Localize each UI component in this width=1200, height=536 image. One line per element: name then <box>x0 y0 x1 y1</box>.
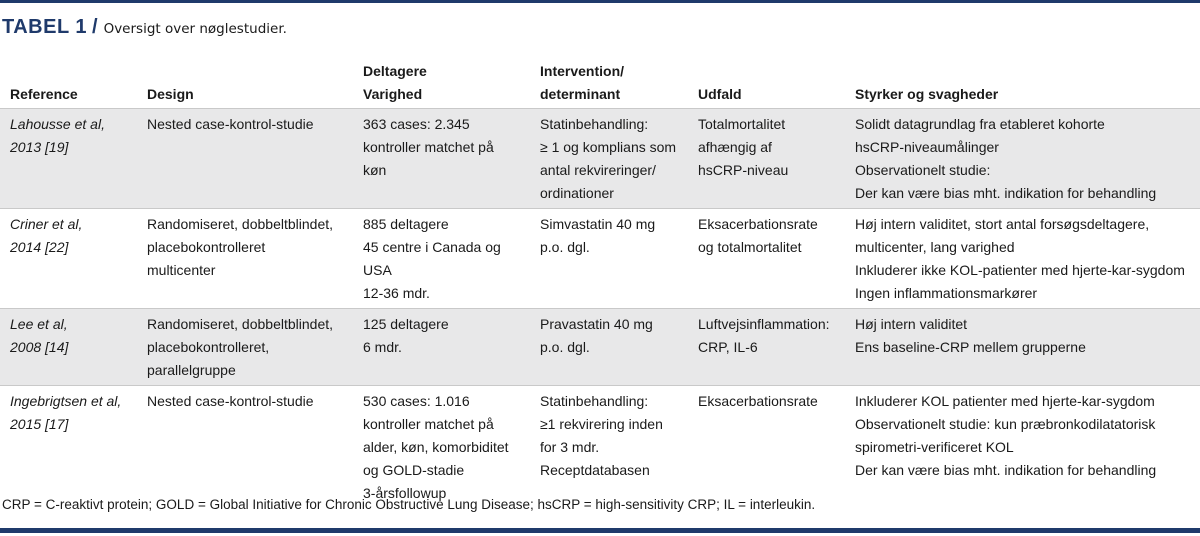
cell-line: Lahousse et al, <box>10 116 105 132</box>
cell-strengths <box>845 209 1200 309</box>
header-line: Design <box>147 86 194 102</box>
cell-line: Statinbehandling: <box>540 393 649 409</box>
cell-line: 2008 [14] <box>10 339 69 355</box>
cell-line: Ingen inflammationsmarkører <box>855 285 1038 301</box>
header-line: Styrker og svagheder <box>855 86 999 102</box>
cell-line: Høj intern validitet, stort antal forsøgsdeltagere, <box>855 216 1150 232</box>
cell-reference <box>0 109 137 209</box>
cell-line: alder, køn, komorbiditet <box>363 439 509 455</box>
cell-line: Pravastatin 40 mg <box>540 316 653 332</box>
cell-line: p.o. dgl. <box>540 239 590 255</box>
header-line: Udfald <box>698 86 742 102</box>
cell-intervention <box>530 386 688 509</box>
table-footnote: CRP = C-reaktivt protein; GOLD = Global Initiative for Chronic Obstructive Lung Disease; hsCRP = high-sensitivity CRP; IL = interleukin. <box>2 497 816 512</box>
cell-line: Eksacerbationsrate <box>698 393 818 409</box>
cell-line: Criner et al, <box>10 216 83 232</box>
cell-line: Høj intern validitet <box>855 316 968 332</box>
cell-line: multicenter <box>147 262 216 278</box>
cell-line: Ens baseline-CRP mellem grupperne <box>855 339 1086 355</box>
cell-design <box>137 309 353 386</box>
cell-line: Inkluderer ikke KOL-patienter med hjerte-kar-sygdom <box>855 262 1185 278</box>
cell-line: Der kan være bias mht. indikation for behandling <box>855 185 1157 201</box>
table-row <box>0 309 1200 386</box>
cell-outcome <box>688 209 845 309</box>
cell-strengths <box>845 309 1200 386</box>
column-header-participants <box>353 60 530 109</box>
cell-line: og GOLD-stadie <box>363 462 465 478</box>
cell-line: Solidt datagrundlag fra etableret kohorte <box>855 116 1105 132</box>
cell-outcome <box>688 109 845 209</box>
cell-line: Inkluderer KOL patienter med hjerte-kar-sygdom <box>855 393 1155 409</box>
cell-line: afhængig af <box>698 139 772 155</box>
cell-line: køn <box>363 162 387 178</box>
cell-line: for 3 mdr. <box>540 439 600 455</box>
cell-intervention <box>530 109 688 209</box>
column-header-strengths <box>845 60 1200 109</box>
cell-line: Observationelt studie: <box>855 162 991 178</box>
cell-line: ≥1 rekvirering inden <box>540 416 663 432</box>
header-line: determinant <box>540 86 621 102</box>
cell-line: 12-36 mdr. <box>363 285 430 301</box>
studies-table <box>0 60 1200 508</box>
column-header-outcome <box>688 60 845 109</box>
table-body <box>0 109 1200 509</box>
cell-strengths <box>845 386 1200 509</box>
column-header-reference <box>0 60 137 109</box>
table-row <box>0 386 1200 509</box>
cell-line: Receptdatabasen <box>540 462 650 478</box>
cell-outcome <box>688 309 845 386</box>
header-row <box>0 60 1200 109</box>
cell-intervention <box>530 309 688 386</box>
cell-line: 885 deltagere <box>363 216 449 232</box>
cell-participants <box>353 386 530 509</box>
cell-outcome <box>688 386 845 509</box>
column-header-design <box>137 60 353 109</box>
cell-line: Lee et al, <box>10 316 68 332</box>
cell-line: 2013 [19] <box>10 139 69 155</box>
table-number: TABEL 1 <box>2 16 87 38</box>
cell-reference <box>0 209 137 309</box>
cell-line: Randomiseret, dobbeltblindet, <box>147 316 334 332</box>
cell-participants <box>353 209 530 309</box>
cell-line: 6 mdr. <box>363 339 402 355</box>
cell-line: spirometri-verificeret KOL <box>855 439 1014 455</box>
cell-strengths <box>845 109 1200 209</box>
cell-line: p.o. dgl. <box>540 339 590 355</box>
cell-reference <box>0 386 137 509</box>
cell-line: Nested case-kontrol-studie <box>147 116 314 132</box>
title-slash: / <box>92 16 98 38</box>
cell-line: 45 centre i Canada og <box>363 239 501 255</box>
cell-participants <box>353 109 530 209</box>
cell-line: Totalmortalitet <box>698 116 786 132</box>
cell-line: Ingebrigtsen et al, <box>10 393 122 409</box>
cell-line: multicenter, lang varighed <box>855 239 1015 255</box>
cell-line: 363 cases: 2.345 <box>363 116 470 132</box>
cell-line: parallelgruppe <box>147 362 236 378</box>
cell-reference <box>0 309 137 386</box>
header-line: Intervention/ <box>540 63 625 79</box>
cell-line: USA <box>363 262 392 278</box>
cell-line: kontroller matchet på <box>363 139 494 155</box>
cell-line: Observationelt studie: kun præbronkodilatatorisk <box>855 416 1156 432</box>
cell-line: ≥ 1 og komplians som <box>540 139 677 155</box>
cell-line: 2014 [22] <box>10 239 69 255</box>
column-header-intervention <box>530 60 688 109</box>
cell-design <box>137 209 353 309</box>
cell-line: CRP, IL-6 <box>698 339 758 355</box>
cell-line: 530 cases: 1.016 <box>363 393 470 409</box>
cell-line: Der kan være bias mht. indikation for behandling <box>855 462 1157 478</box>
top-rule <box>0 0 1200 3</box>
cell-line: hsCRP-niveaumålinger <box>855 139 999 155</box>
table-title <box>2 16 287 46</box>
cell-line: hsCRP-niveau <box>698 162 789 178</box>
cell-line: 3-årsfollowup <box>363 485 447 501</box>
table-row <box>0 209 1200 309</box>
cell-line: ordinationer <box>540 185 614 201</box>
header-line: Reference <box>10 86 78 102</box>
cell-line: Statinbehandling: <box>540 116 649 132</box>
header-line: Deltagere <box>363 63 427 79</box>
cell-design <box>137 386 353 509</box>
cell-line: Eksacerbationsrate <box>698 216 818 232</box>
bottom-rule <box>0 528 1200 533</box>
cell-line: Simvastatin 40 mg <box>540 216 656 232</box>
cell-design <box>137 109 353 209</box>
cell-line: Nested case-kontrol-studie <box>147 393 314 409</box>
cell-line: og totalmortalitet <box>698 239 802 255</box>
table-caption: Oversigt over nøglestudier. <box>103 21 287 37</box>
cell-line: antal rekvireringer/ <box>540 162 656 178</box>
table-row <box>0 109 1200 209</box>
cell-line: kontroller matchet på <box>363 416 494 432</box>
cell-intervention <box>530 209 688 309</box>
table-header <box>0 60 1200 109</box>
header-line: Varighed <box>363 86 423 102</box>
cell-line: 125 deltagere <box>363 316 449 332</box>
cell-line: 2015 [17] <box>10 416 69 432</box>
cell-line: placebokontrolleret, <box>147 339 270 355</box>
cell-line: Randomiseret, dobbeltblindet, <box>147 216 334 232</box>
cell-participants <box>353 309 530 386</box>
cell-line: Luftvejsinflammation: <box>698 316 830 332</box>
cell-line: placebokontrolleret <box>147 239 266 255</box>
